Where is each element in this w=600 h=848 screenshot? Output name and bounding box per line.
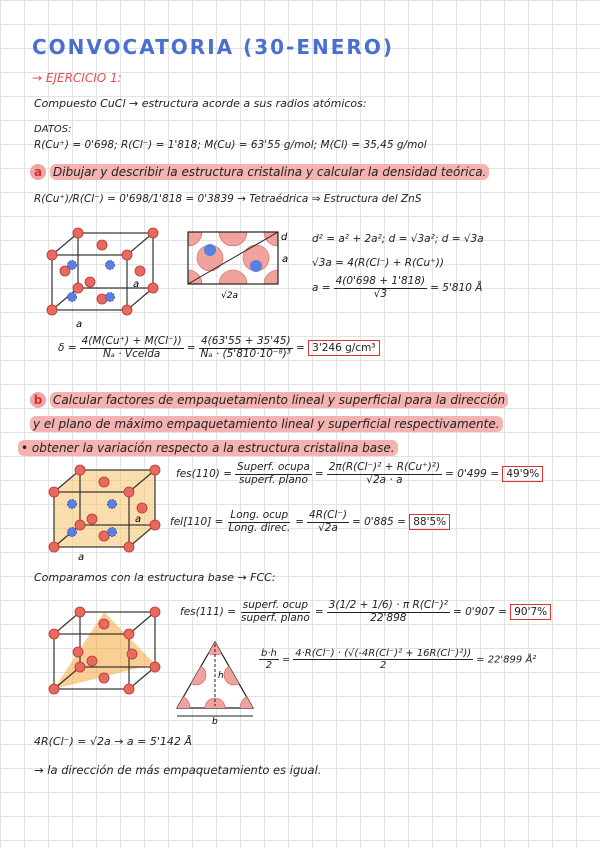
plane-cube-bottom-label: a bbox=[78, 552, 85, 563]
triangle-111-diagram bbox=[175, 640, 255, 727]
eq-d2: √3a = 4(R(Cl⁻) + R(Cu⁺)) bbox=[312, 257, 444, 269]
cube-bottom-label: a bbox=[76, 319, 83, 330]
section-d-label: d bbox=[281, 232, 288, 243]
exercise-heading: → EJERCICIO 1: bbox=[32, 71, 122, 85]
part-a-heading bbox=[30, 164, 489, 180]
datos-values: R(Cu⁺) = 0'698; R(Cl⁻) = 1'818; M(Cu) = 63'55 g/mol; M(Cl) = 35,45 g/mol bbox=[34, 139, 427, 151]
plane-110-cube-diagram bbox=[42, 462, 172, 562]
eq-d1: d² = a² + 2a²; d = √3a²; d = √3a bbox=[312, 233, 484, 245]
fes-110-result: 49'9% bbox=[502, 466, 543, 482]
part-b-line3-wrap bbox=[18, 442, 398, 455]
eq-d3: a = $\frac{4(0'698 + 1'818)}{√3}$ = 5'810 Å bbox=[312, 275, 483, 300]
triangle-h-label: h bbox=[218, 671, 224, 681]
part-b-line3: • obtener la variación respecto a la estructura cristalina base. bbox=[18, 440, 398, 456]
cube-side-label: a bbox=[133, 279, 140, 290]
part-b-line2: y el plano de máximo empaquetamiento lineal y superficial respectivamente. bbox=[30, 416, 503, 432]
fcc-111-cube-diagram bbox=[42, 594, 172, 704]
density-equation: δ = $\frac{4(M(Cu^+) + M(Cl^-))}{\text{Nₐ · Vcelda}}$ = $\frac{4(63'55 + 35'45)}{\text{Nₐ · (5'810·10⁻⁸)³}}$ = 3'246 g/cm³ bbox=[58, 336, 380, 360]
section-side-label: a bbox=[282, 254, 289, 265]
conclusion: → la dirección de más empaquetamiento es igual. bbox=[34, 763, 322, 777]
part-a-letter: a bbox=[30, 164, 46, 180]
datos-label: DATOS: bbox=[34, 124, 72, 135]
fes-111-equation: fes(111) = $\frac{\text{superf. ocup}}{\text{superf. plano}}$ = $\frac{\text{3(1/2 + 1/6) · π R(Cl⁻)²}}{22'898}$ = 0'907 = 90'7% bbox=[180, 600, 551, 624]
page-title: CONVOCATORIA (30-ENERO) bbox=[32, 35, 394, 59]
part-b-line2-wrap bbox=[30, 418, 503, 431]
final-a-equation: 4R(Cl⁻) = √2a → a = 5'142 Å bbox=[34, 735, 192, 748]
diagonal-section-diagram bbox=[188, 232, 288, 302]
part-a-text: Dibujar y describir la estructura cristalina y calcular la densidad teórica. bbox=[50, 164, 489, 180]
triangle-b-label: b bbox=[212, 717, 218, 727]
radius-ratio: R(Cu⁺)/R(Cl⁻) = 0'698/1'818 = 0'3839 → Tetraédrica ⇒ Estructura del ZnS bbox=[34, 193, 422, 205]
part-b-heading bbox=[30, 392, 508, 408]
section-bottom-label: √2a bbox=[221, 291, 238, 301]
fel-110-result: 88'5% bbox=[409, 514, 450, 530]
part-b-line1: Calcular factores de empaquetamiento lineal y superficial para la dirección bbox=[50, 392, 508, 408]
plane-cube-side-label: a bbox=[135, 514, 142, 525]
fes-111-result: 90'7% bbox=[510, 604, 551, 620]
compound-line: Compuesto CuCl → estructura acorde a sus radios atómicos: bbox=[34, 97, 367, 110]
compare-line: Comparamos con la estructura base → FCC: bbox=[34, 571, 276, 584]
fel-110-equation: fel[110] = $\frac{\text{Long. ocup}}{\text{Long. direc.}}$ = $\frac{4R(Cl^-)}{√2a}$ = 0'885 = 88'5% bbox=[170, 510, 450, 534]
zns-cube-diagram bbox=[40, 225, 170, 330]
density-result: 3'246 g/cm³ bbox=[308, 340, 379, 356]
fes-110-equation: fes(110) = $\frac{\text{Superf. ocupa}}{\text{superf. plano}}$ = $\frac{\text{2π(R(Cl⁻)² + R(Cu⁺)²)}}{√2a \cdot a}$ = 0'499 = 49'9% bbox=[176, 462, 543, 486]
part-b-letter: b bbox=[30, 392, 46, 408]
area-equation: $\frac{b\cdot h}{2}$ = $\frac{\text{4·R(Cl⁻) · (√(-4R(Cl⁻)² + 16R(Cl⁻)²))}}{2}$ = 22'899 Å² bbox=[261, 648, 537, 671]
